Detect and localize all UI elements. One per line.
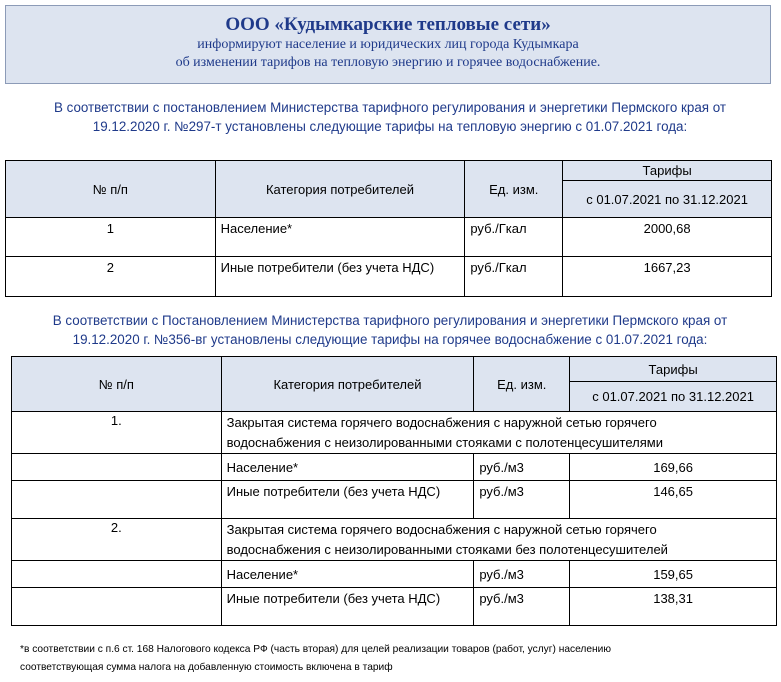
- row-category: Население*: [221, 561, 474, 588]
- row-category: Население*: [215, 218, 465, 257]
- col-header-period: с 01.07.2021 по 31.12.2021: [570, 382, 777, 412]
- col-header-category: Категория потребителей: [221, 357, 474, 412]
- group-row: [12, 412, 777, 454]
- water-intro-line-2: 19.12.2020 г. №356-вг установлены следующие тарифы на горячее водоснабжение с 01.07.2021 года:: [72, 332, 708, 347]
- group-description-line-1: Закрытая система горячего водоснабжения с наружной сетью горячего: [226, 415, 657, 430]
- header-line-1: информируют население и юридических лиц города Кудымкара: [197, 37, 579, 52]
- heat-intro: [5, 98, 775, 136]
- footnote: [20, 641, 775, 677]
- water-intro: [5, 311, 775, 349]
- row-unit: руб./м3: [474, 588, 570, 626]
- group-num: 1.: [12, 412, 222, 454]
- row-value: 159,65: [570, 561, 777, 588]
- row-unit: руб./м3: [474, 454, 570, 481]
- water-tariff-table: [11, 356, 777, 626]
- group-description-line-1: Закрытая система горячего водоснабжения с наружной сетью горячего: [226, 522, 657, 537]
- row-num-empty: [12, 588, 222, 626]
- group-description-line-2: водоснабжения с неизолированными стояками с полотенцесушителями: [226, 435, 663, 450]
- row-unit: руб./Гкал: [465, 218, 563, 257]
- col-header-unit: Ед. изм.: [474, 357, 570, 412]
- row-unit: руб./м3: [474, 481, 570, 519]
- organization-title: ООО «Кудымкарские тепловые сети»: [225, 14, 551, 35]
- row-category: Иные потребители (без учета НДС): [221, 481, 474, 519]
- footnote-line-2: соответствующая сумма налога на добавленную стоимость включена в тариф: [20, 662, 393, 673]
- row-category: Иные потребители (без учета НДС): [221, 588, 474, 626]
- footnote-line-1: *в соответствии с п.6 ст. 168 Налогового кодекса РФ (часть вторая) для целей реализации товаров (работ, услуг) населению: [20, 644, 611, 655]
- row-value: 2000,68: [563, 218, 772, 257]
- col-header-num: № п/п: [12, 357, 222, 412]
- group-row: [12, 519, 777, 561]
- group-description: [221, 412, 776, 454]
- table-row: [12, 588, 777, 626]
- col-header-period: с 01.07.2021 по 31.12.2021: [563, 181, 772, 218]
- row-category: Иные потребители (без учета НДС): [215, 257, 465, 297]
- row-value: 1667,23: [563, 257, 772, 297]
- group-num: 2.: [12, 519, 222, 561]
- row-value: 146,65: [570, 481, 777, 519]
- table-row: [12, 561, 777, 588]
- row-unit: руб./м3: [474, 561, 570, 588]
- heat-tariff-table: [5, 160, 772, 297]
- row-unit: руб./Гкал: [465, 257, 563, 297]
- table-row: [12, 454, 777, 481]
- row-num: 1: [6, 218, 216, 257]
- row-num-empty: [12, 561, 222, 588]
- group-description: [221, 519, 776, 561]
- row-num-empty: [12, 481, 222, 519]
- header-line-2: об изменении тарифов на тепловую энергию и горячее водоснабжение.: [175, 55, 601, 70]
- heat-intro-line-2: 19.12.2020 г. №297-т установлены следующие тарифы на тепловую энергию с 01.07.2021 года:: [92, 119, 688, 134]
- group-description-line-2: водоснабжения с неизолированными стояками без полотенцесушителей: [226, 542, 668, 557]
- table-row: [6, 257, 772, 297]
- table-row: [12, 481, 777, 519]
- water-intro-line-1: В соответствии с Постановлением Министерства тарифного регулирования и энергетики Пермского края от: [52, 313, 728, 328]
- row-num-empty: [12, 454, 222, 481]
- row-value: 169,66: [570, 454, 777, 481]
- col-header-unit: Ед. изм.: [465, 161, 563, 218]
- col-header-tariffs: Тарифы: [570, 357, 777, 382]
- row-category: Население*: [221, 454, 474, 481]
- row-value: 138,31: [570, 588, 777, 626]
- col-header-category: Категория потребителей: [215, 161, 465, 218]
- col-header-num: № п/п: [6, 161, 216, 218]
- col-header-tariffs: Тарифы: [563, 161, 772, 181]
- heat-intro-line-1: В соответствии с постановлением Министерства тарифного регулирования и энергетики Пермского края от: [53, 100, 727, 115]
- table-row: [6, 218, 772, 257]
- row-num: 2: [6, 257, 216, 297]
- announcement-header: [5, 5, 771, 84]
